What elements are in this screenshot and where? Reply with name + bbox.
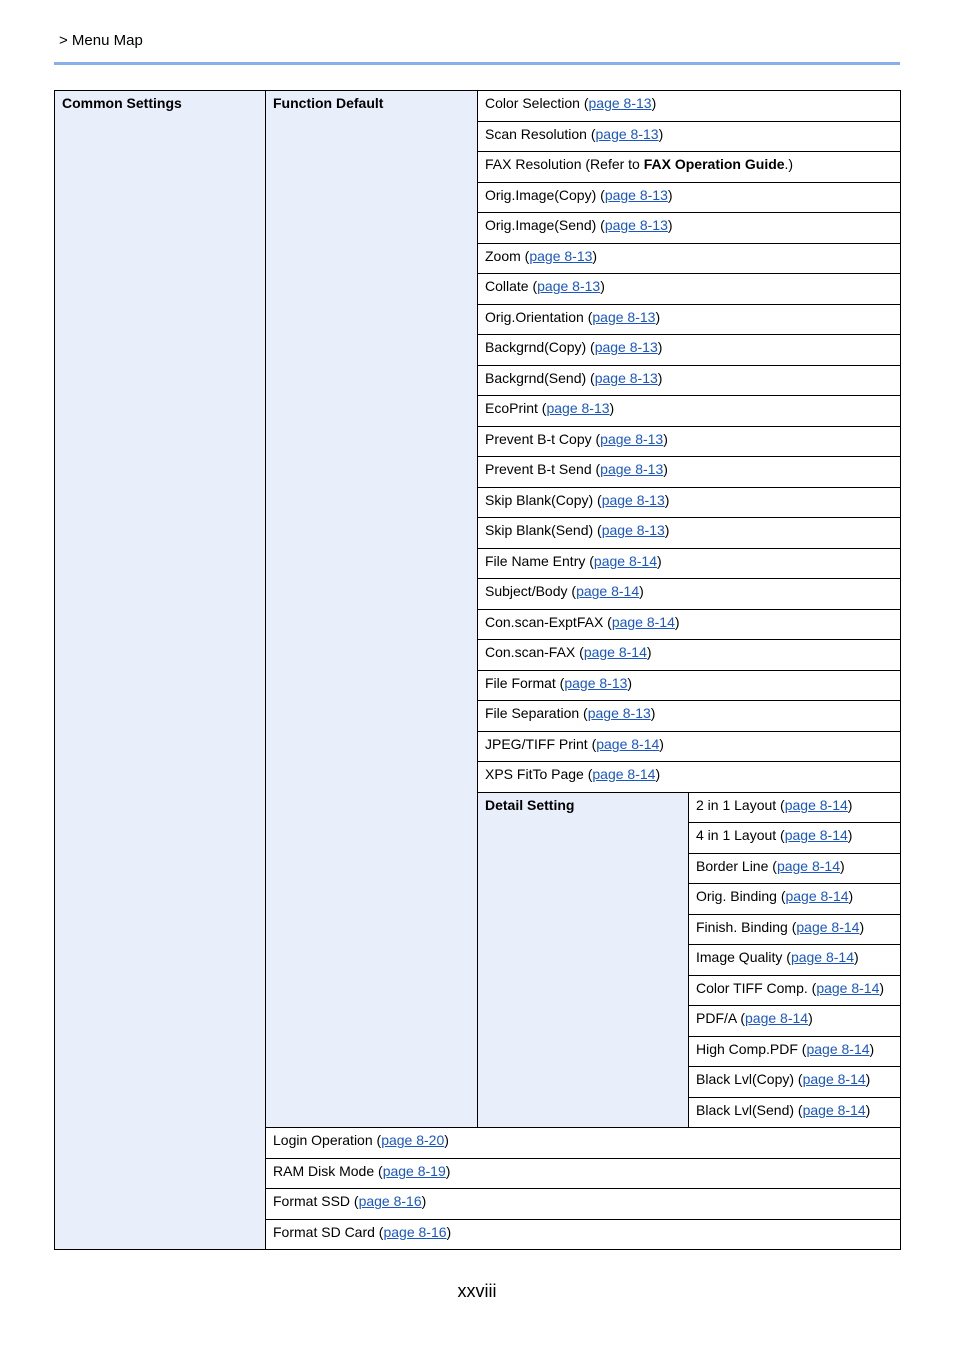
function-item — [477, 609, 901, 640]
cell-label: 4 in 1 Layout ( — [696, 827, 785, 843]
cell-label: ) — [600, 278, 605, 294]
page-link[interactable]: page 8-13 — [601, 492, 665, 508]
page-link[interactable]: page 8-14 — [785, 888, 849, 904]
cell-label: ) — [663, 431, 668, 447]
page-link[interactable]: page 8-19 — [382, 1163, 446, 1179]
page-link[interactable]: page 8-13 — [588, 95, 652, 111]
detail-item — [688, 975, 901, 1006]
function-item — [477, 487, 901, 518]
cell-label: Backgrnd(Send) ( — [485, 370, 595, 386]
cell-label: Format SSD ( — [273, 1193, 359, 1209]
common-setting-item — [265, 1158, 901, 1189]
cell-label: ) — [655, 766, 661, 782]
cell-label: Function Default — [273, 95, 384, 111]
cell-label: Orig.Image(Send) ( — [485, 217, 605, 233]
page-link[interactable]: page 8-13 — [592, 309, 656, 325]
header-rule — [54, 62, 900, 65]
page-link[interactable]: page 8-14 — [784, 827, 848, 843]
cell-label: Zoom ( — [485, 248, 530, 264]
cell-label: Common Settings — [62, 95, 182, 111]
cell-label: ) — [848, 888, 854, 904]
page-link[interactable]: page 8-13 — [546, 400, 610, 416]
function-item — [477, 426, 901, 457]
cell-label: ) — [664, 492, 670, 508]
cell-label: Skip Blank(Copy) ( — [485, 492, 602, 508]
page-link[interactable]: page 8-14 — [593, 553, 657, 569]
page-link[interactable]: page 8-14 — [802, 1102, 866, 1118]
detail-item — [688, 944, 901, 976]
cell-label: Skip Blank(Send) ( — [485, 522, 602, 538]
page-link[interactable]: page 8-16 — [358, 1193, 422, 1209]
cell-label: ) — [808, 1010, 813, 1026]
detail-item — [688, 853, 901, 884]
cell-label: ) — [879, 980, 885, 996]
cell-label: ) — [657, 370, 663, 386]
function-item — [477, 304, 901, 335]
detail-item — [688, 914, 901, 945]
cell-label: Border Line ( — [696, 858, 777, 874]
cell-label: RAM Disk Mode ( — [273, 1163, 383, 1179]
page-link[interactable]: page 8-14 — [583, 644, 647, 660]
common-settings-cell — [54, 90, 266, 1250]
cell-label: FAX Operation Guide — [643, 156, 785, 172]
cell-label: ) — [667, 187, 673, 203]
cell-label: Finish. Binding ( — [696, 919, 797, 935]
cell-label: ) — [847, 797, 853, 813]
function-item — [477, 548, 901, 579]
common-setting-item — [265, 1188, 901, 1220]
cell-label: JPEG/TIFF Print ( — [485, 736, 597, 752]
cell-label: ) — [444, 1132, 449, 1148]
cell-label: ) — [869, 1041, 875, 1057]
page-link[interactable]: page 8-13 — [529, 248, 593, 264]
detail-item — [688, 1036, 901, 1067]
cell-label: Con.scan-ExptFAX ( — [485, 614, 612, 630]
function-item — [477, 212, 901, 244]
cell-label: ) — [592, 248, 598, 264]
cell-label: Orig.Orientation ( — [485, 309, 593, 325]
page-link[interactable]: page 8-14 — [776, 858, 840, 874]
cell-label: ) — [865, 1071, 871, 1087]
cell-label: ) — [639, 583, 644, 599]
page-link[interactable]: page 8-14 — [790, 949, 854, 965]
function-item — [477, 670, 901, 701]
function-item — [477, 151, 901, 183]
function-item — [477, 731, 901, 762]
cell-label: Scan Resolution ( — [485, 126, 596, 142]
detail-item — [688, 1005, 901, 1037]
cell-label: Login Operation ( — [273, 1132, 382, 1148]
cell-label: ) — [646, 644, 652, 660]
cell-label: ) — [859, 919, 865, 935]
cell-label: ) — [659, 736, 664, 752]
cell-label: ) — [664, 522, 670, 538]
page-link[interactable]: page 8-13 — [594, 370, 658, 386]
page-link[interactable]: page 8-14 — [611, 614, 675, 630]
page-link[interactable]: page 8-14 — [816, 980, 880, 996]
page-link[interactable]: page 8-13 — [564, 675, 628, 691]
cell-label: ) — [655, 309, 661, 325]
detail-item — [688, 1097, 901, 1128]
page-link[interactable]: page 8-16 — [383, 1224, 447, 1240]
cell-label: ) — [667, 217, 673, 233]
cell-label: Format SD Card ( — [273, 1224, 384, 1240]
function-item — [477, 761, 901, 793]
cell-label: PDF/A ( — [696, 1010, 746, 1026]
page-link[interactable]: page 8-13 — [595, 126, 659, 142]
cell-label: File Separation ( — [485, 705, 588, 721]
cell-label: Subject/Body ( — [485, 583, 577, 599]
page-number: xxviii — [457, 1281, 497, 1301]
cell-label: ) — [421, 1193, 427, 1209]
cell-label: ) — [674, 614, 680, 630]
cell-label: FAX Resolution (Refer to — [485, 156, 644, 172]
cell-label: ) — [663, 461, 668, 477]
cell-label: EcoPrint ( — [485, 400, 547, 416]
page-link[interactable]: page 8-13 — [604, 217, 668, 233]
cell-label: .) — [784, 156, 794, 172]
page-link[interactable]: page 8-13 — [604, 187, 668, 203]
cell-label: Color Selection ( — [485, 95, 589, 111]
page-link[interactable]: page 8-14 — [745, 1010, 809, 1026]
page-link[interactable]: page 8-20 — [381, 1132, 445, 1148]
function-item — [477, 456, 901, 488]
function-item — [477, 243, 901, 274]
function-item — [477, 517, 901, 549]
cell-label: Black Lvl(Send) ( — [696, 1102, 803, 1118]
page-link[interactable]: page 8-14 — [796, 919, 860, 935]
function-item — [477, 90, 901, 122]
common-setting-item — [265, 1127, 901, 1159]
cell-label: File Format ( — [485, 675, 565, 691]
cell-label: Collate ( — [485, 278, 538, 294]
cell-label: XPS FitTo Page ( — [485, 766, 593, 782]
page-link[interactable]: page 8-13 — [600, 461, 664, 477]
page-link[interactable]: page 8-13 — [587, 705, 651, 721]
cell-label: High Comp.PDF ( — [696, 1041, 807, 1057]
cell-label: Color TIFF Comp. ( — [696, 980, 817, 996]
cell-label: Detail Setting — [485, 797, 575, 813]
page-link[interactable]: page 8-14 — [576, 583, 640, 599]
detail-item — [688, 883, 901, 915]
cell-label: Orig. Binding ( — [696, 888, 786, 904]
page-link[interactable]: page 8-14 — [802, 1071, 866, 1087]
cell-label: Black Lvl(Copy) ( — [696, 1071, 803, 1087]
cell-label: ) — [445, 1163, 451, 1179]
function-item — [477, 182, 901, 213]
function-item — [477, 365, 901, 396]
function-item — [477, 578, 901, 610]
function-item — [477, 273, 901, 305]
cell-label: Backgrnd(Copy) ( — [485, 339, 595, 355]
cell-label: ) — [627, 675, 633, 691]
cell-label: ) — [854, 949, 859, 965]
cell-label: ) — [658, 126, 664, 142]
cell-label: 2 in 1 Layout ( — [696, 797, 785, 813]
cell-label: Orig.Image(Copy) ( — [485, 187, 605, 203]
page-link[interactable]: page 8-14 — [592, 766, 656, 782]
cell-label: ) — [609, 400, 615, 416]
detail-setting-cell — [477, 792, 689, 1128]
cell-label: ) — [847, 827, 853, 843]
detail-item — [688, 1066, 901, 1098]
function-item — [477, 639, 901, 671]
cell-label: ) — [865, 1102, 871, 1118]
cell-label: Prevent B-t Send ( — [485, 461, 601, 477]
detail-item — [688, 792, 901, 823]
cell-label: ) — [651, 95, 657, 111]
cell-label: ) — [446, 1224, 452, 1240]
function-item — [477, 395, 901, 427]
cell-label: ) — [656, 553, 662, 569]
common-setting-item — [265, 1219, 901, 1250]
function-item — [477, 121, 901, 152]
cell-label: ) — [650, 705, 656, 721]
page-link[interactable]: page 8-14 — [596, 736, 660, 752]
cell-label: Prevent B-t Copy ( — [485, 431, 601, 447]
breadcrumb: > Menu Map — [59, 32, 143, 49]
page-link[interactable]: page 8-13 — [594, 339, 658, 355]
function-item — [477, 700, 901, 732]
cell-label: Image Quality ( — [696, 949, 791, 965]
cell-label: File Name Entry ( — [485, 553, 594, 569]
cell-label: ) — [840, 858, 845, 874]
cell-label: Con.scan-FAX ( — [485, 644, 584, 660]
page-link[interactable]: page 8-14 — [806, 1041, 870, 1057]
function-item — [477, 334, 901, 366]
cell-label: ) — [657, 339, 663, 355]
page-link[interactable]: page 8-13 — [600, 431, 664, 447]
page-link[interactable]: page 8-13 — [601, 522, 665, 538]
detail-item — [688, 822, 901, 854]
page-link[interactable]: page 8-13 — [537, 278, 601, 294]
page-link[interactable]: page 8-14 — [784, 797, 848, 813]
function-default-cell — [265, 90, 478, 1128]
